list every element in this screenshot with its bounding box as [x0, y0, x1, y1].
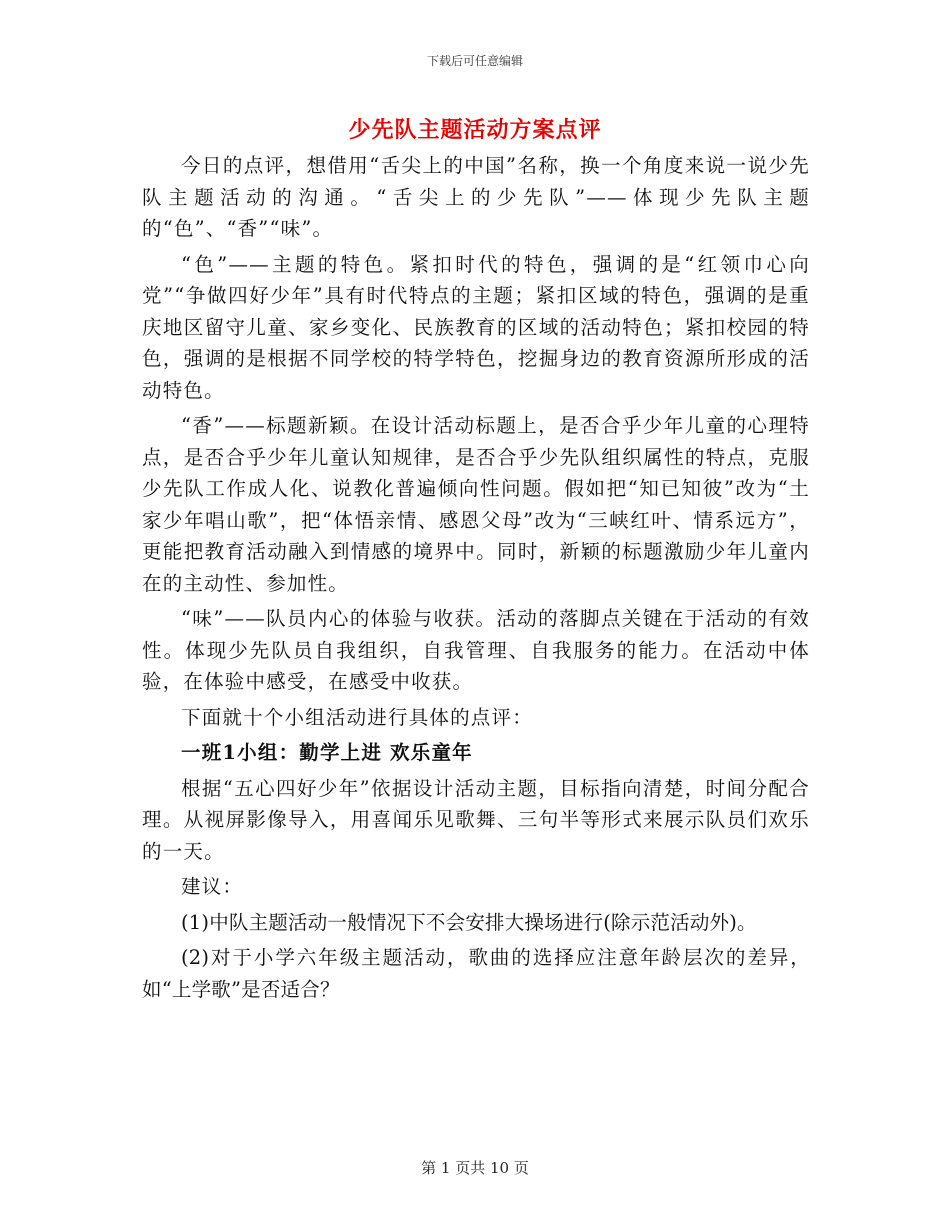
page-header: 下载后可任意编辑 [426, 54, 523, 68]
suggestion-item-1: (1)中队主题活动一般情况下不会安排大操场进行(除示范活动外)。 [181, 910, 757, 934]
paragraph-group1-review: 根据“五心四好少年”依据设计活动主题，目标指向清楚，时间分配合理。从视屏影像导入，用喜闻乐见歌舞、三句半等形式来展示队员们欢乐的一天。 [142, 776, 810, 863]
paragraph-intro: 今日的点评，想借用“舌尖上的中国”名称，换一个角度来说一说少先队主题活动的沟通。“舌尖上的少先队”——体现少先队主题的“色”、“香”“味”。 [142, 154, 810, 240]
paragraph-color: “色”——主题的特色。紧扣时代的特色，强调的是“红领巾心向党”“争做四好少年”具有时代特点的主题；紧扣区域的特色，强调的是重庆地区留守儿童、家乡变化、民族教育的区域的活动特色；紧扣校园的特色，强调的是根据不同学校的特学特色，挖掘身边的教育资源所形成的活动特色。 [142, 252, 810, 402]
document-title: 少先队主题活动方案点评 [348, 117, 602, 143]
suggestion-item-2: (2)对于小学六年级主题活动，歌曲的选择应注意年龄层次的差异，如“上学歌”是否适合？ [142, 946, 810, 1001]
paragraph-aroma: “香”——标题新颖。在设计活动标题上，是否合乎少年儿童的心理特点，是否合乎少年儿童认知规律，是否合乎少先队组织属性的特点，克服少先队工作成人化、说教化普遍倾向性问题。假如把“知已知彼”改为“土家少年唱山歌”，把“体悟亲情、感恩父母”改为“三峡红叶、情系远方”，更能把教育活动融入到情感的境界中。同时，新颖的标题激励少年儿童内在的主动性、参加性。 [142, 414, 810, 595]
paragraph-taste: “味”——队员内心的体验与收获。活动的落脚点关键在于活动的有效性。体现少先队员自我组织，自我管理、自我服务的能力。在活动中体验，在体验中感受，在感受中收获。 [142, 607, 810, 693]
section-heading-class1-group1: 一班1小组：勤学上进 欢乐童年 [181, 741, 473, 764]
paragraph-transition: 下面就十个小组活动进行具体的点评： [181, 705, 533, 729]
paragraph-suggestion-label: 建议： [181, 875, 244, 898]
page-number: 第 1 页共 10 页 [421, 1159, 529, 1177]
document-body [142, 150, 810, 1009]
